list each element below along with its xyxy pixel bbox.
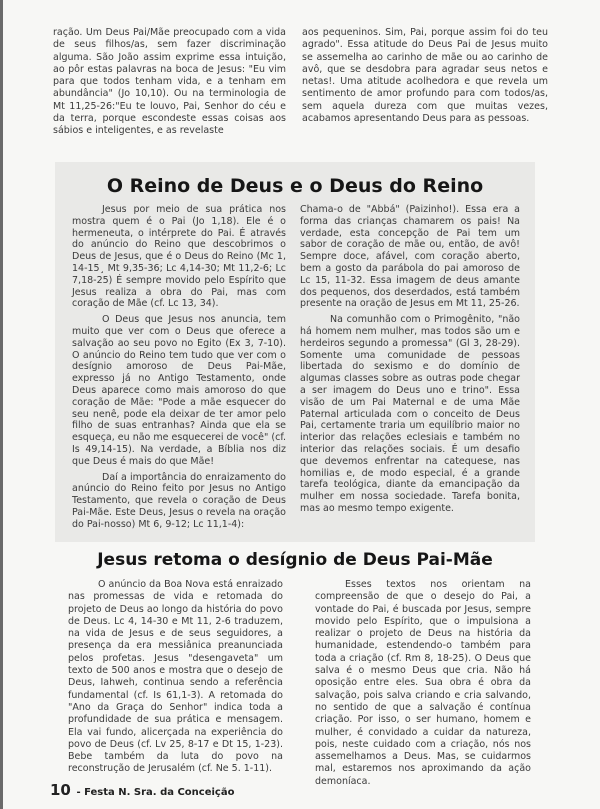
section2-left-column [68,579,283,776]
section1-left-column [72,204,286,531]
paragraph: Daí a importância do enraizamento do anúncio do Reino feito por Jesus no Antigo Testamento, que revela o coração de Deus Pai-Mãe. Este Deus, Jesus o revela na oração do Pai-nosso) Mt 6, 9-12; Lc 11,1-4): [72,471,286,530]
paragraph: aos pequeninos. Sim, Pai, porque assim foi do teu agrado". Essa atitude do Deus Pai de Jesus muito se assemelha ao carinho de mãe ou ao carinho de avô, que se desdobra para agradar seus netos e netas!. Uma atitude acolhedora e que revela um sentimento de amor profundo para com todos/as, sem aquela dureza com que muitas vezes, acabamos apresentando Deus para as pessoas. [302,27,548,125]
paragraph: Jesus por meio de sua prática nos mostra quem é o Pai (Jo 1,18). Ele é o hermeneuta, o intérprete do Pai. É através do anúncio do Reino que descobrimos o Deus de Jesus, que é o Deus do Reino (Mc 1, 14-15¸ Mt 9,35-36; Lc 4,14-30; Mt 11,2-6; Lc 7,18-25) É sempre movido pelo Espírito que Jesus realiza a obra do Pai, mas com coração de Mãe (cf. Lc 13, 34). [72,204,286,310]
section1-right-column [300,204,520,515]
paragraph: O anúncio da Boa Nova está enraizado nas promessas de vida e retomada do projeto de Deus ao longo da história do povo de Deus. Lc 4, 14-30 e Mt 11, 2-6 traduzem, na vida de Jesus e de seus seguidores, a presença da era messiânica preanunciada pelos profetas. Jesus "desengaveta" um texto de 500 anos e mostra que o desejo de Deus, Iahweh, continua sendo a referência fundamental (cf. Is 61,1-3). A retomada do "Ano da Graça do Senhor" indica toda a profundidade de sua prática e mensagem. Ela vai fundo, alicerçada na experiência do povo de Deus (cf. Lv 25, 8-17 e Dt 15, 1-23). Bebe também da luta do povo na reconstrução de Jerusalém (cf. Ne 5. 1-11). [68,579,283,775]
intro-left-column [53,27,286,138]
scan-edge [0,0,3,809]
section-title-reino: O Reino de Deus e o Deus do Reino [106,175,484,197]
publication-name: - Festa N. Sra. da Conceição [76,787,235,798]
section2-right-column [315,579,531,788]
paragraph: ração. Um Deus Pai/Mãe preocupado com a vida de seus filhos/as, sem fazer discriminação alguma. São João assim exprime essa intuição, ao pôr estas palavras na boca de Jesus: "Eu vim para que todos tenham vida, e a tenham em abundância" (Jo 10,10). Ou na terminologia de Mt 11,25-26:"Eu te louvo, Pai, Senhor do céu e da terra, porque escondeste essas coisas aos sábios e inteligentes, e as revelaste [53,27,286,137]
paragraph: O Deus que Jesus nos anuncia, tem muito que ver com o Deus que oferece a salvação ao seu povo no Egito (Ex 3, 7-10). O anúncio do Reino tem tudo que ver com o desígnio amoroso de Deus Pai-Mãe, expresso já no Antigo Testamento, onde Deus aparece como mais amoroso do que coração de Mãe: "Pode a mãe esquecer do seu nenê, pode ela deixar de ter amor pelo filho de suas entranhas? Ainda que ela se esqueça, eu não me esquecerei de você" (cf. Is 49,14-15). Na verdade, a Bíblia nos diz que Deus é mais do que Mãe! [72,314,286,467]
paragraph: Esses textos nos orientam na compreensão de que o desejo do Pai, a vontade do Pai, é buscada por Jesus, sempre movido pelo Espírito, que o impulsiona a realizar o projeto de Deus na história da humanidade, estendendo-o também para toda a criação (cf. Rm 8, 18-25). O Deus que salva é o mesmo Deus que cria. Não há oposição entre eles. Sua obra é obra da salvação, pois salva criando e cria salvando, no sentido de que a salvação é contínua criação. Por isso, o ser humano, homem e mulher, é convidado a cuidar da natureza, pois, neste cuidado com a criação, nós nos assemelhamos a Deus. Mas, se cuidarmos mal, estaremos nos aproximando da ação demoníaca. [315,579,531,787]
paragraph: Na comunhão com o Primogênito, "não há homem nem mulher, mas todos são um e herdeiros segundo a promessa" (Gl 3, 28-29). Somente uma comunidade de pessoas libertada do sexismo e do domínio de algumas classes sobre as outras pode chegar a ser imagem do Deus uno e trino". Essa visão de um Pai Maternal e de uma Mãe Paternal articulada com o conceito de Deus Pai, certamente traria um equilíbrio maior no interior das relações eclesiais e também no interior das relações sociais. É um desafio que devemos enfrentar na catequese, nas homilias e, de modo especial, é a grande tarefa teológica, diante da emancipação da mulher em nossa sociedade. Tarefa bonita, mas ao mesmo tempo exigente. [300,314,520,514]
intro-right-column [302,27,548,125]
section-title-designio: Jesus retoma o desígnio de Deus Pai-Mãe [97,550,493,570]
page-number: 10 [50,781,71,799]
page-footer [50,780,234,799]
paragraph: Chama-o de "Abbá" (Paizinho!). Essa era a forma das crianças chamarem os pais! Na verdade, esta concepção de Pai tem um sabor de coração de mãe ou, então, de avô! Sempre doce, afável, com coração aberto, bem a gosto da parábola do pai amoroso de Lc 15, 11-32. Essa imagem de deus amante dos pequenos, dos deserdados, está também presente na oração de Jesus em Mt 11, 25-26. [300,204,520,310]
